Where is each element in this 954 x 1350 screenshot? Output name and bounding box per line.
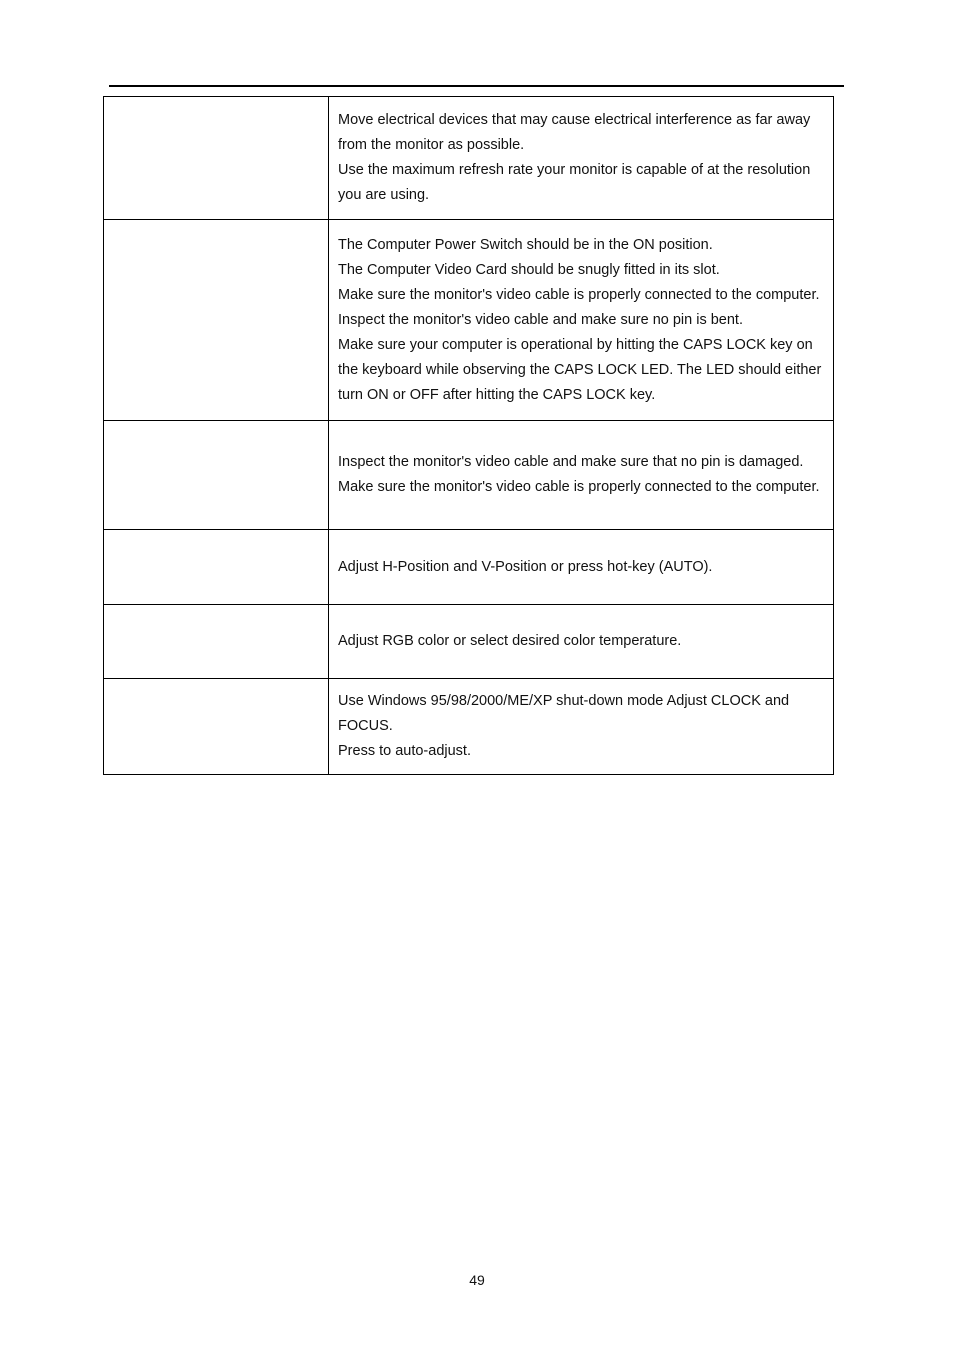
solution-cell: [329, 530, 834, 605]
solution-line: Make sure your computer is operational by hitting the CAPS LOCK key on: [338, 336, 813, 353]
table-row: [104, 97, 834, 220]
solution-line: FOCUS.: [338, 718, 393, 734]
solution-line: Adjust H-Position and V-Position or press hot-key (AUTO).: [338, 558, 713, 575]
table-row: [104, 220, 834, 421]
table-row: [104, 679, 834, 775]
solution-cell: [329, 421, 834, 530]
solution-line: The Computer Power Switch should be in the ON position.: [338, 236, 713, 253]
solution-cell: [329, 97, 834, 220]
problem-cell: [104, 220, 329, 421]
solution-line: Use Windows 95/98/2000/ME/XP shut-down mode Adjust CLOCK and: [338, 693, 790, 709]
table-row: [104, 605, 834, 679]
header-rule: [109, 85, 844, 87]
solution-line: The Computer Video Card should be snugly fitted in its slot.: [338, 261, 720, 278]
solution-line: you are using.: [338, 187, 430, 203]
problem-cell: [104, 530, 329, 605]
solution-line: Move electrical devices that may cause electrical interference as far away: [338, 112, 811, 128]
problem-cell: [104, 679, 329, 775]
solution-line: Use the maximum refresh rate your monitor is capable of at the resolution: [338, 162, 811, 178]
solution-cell: [329, 679, 834, 775]
table-row: [104, 421, 834, 530]
problem-cell: [104, 605, 329, 679]
solution-line: Make sure the monitor's video cable is properly connected to the computer.: [338, 479, 820, 495]
solution-line: turn ON or OFF after hitting the CAPS LOCK key.: [338, 386, 656, 403]
solution-cell: [329, 220, 834, 421]
solution-line: Make sure the monitor's video cable is properly connected to the computer.: [338, 286, 820, 303]
table-row: [104, 530, 834, 605]
solution-line: Inspect the monitor's video cable and make sure no pin is bent.: [338, 311, 743, 328]
page-number: 49: [469, 1272, 485, 1288]
solution-cell: [329, 605, 834, 679]
solution-line: Adjust RGB color or select desired color temperature.: [338, 633, 682, 649]
solution-line: Press to auto-adjust.: [338, 743, 471, 759]
solution-line: from the monitor as possible.: [338, 137, 525, 153]
solution-line: the keyboard while observing the CAPS LOCK LED. The LED should either: [338, 361, 822, 378]
solution-line: Inspect the monitor's video cable and make sure that no pin is damaged.: [338, 454, 804, 470]
problem-cell: [104, 97, 329, 220]
problem-cell: [104, 421, 329, 530]
troubleshooting-table: [103, 96, 834, 775]
